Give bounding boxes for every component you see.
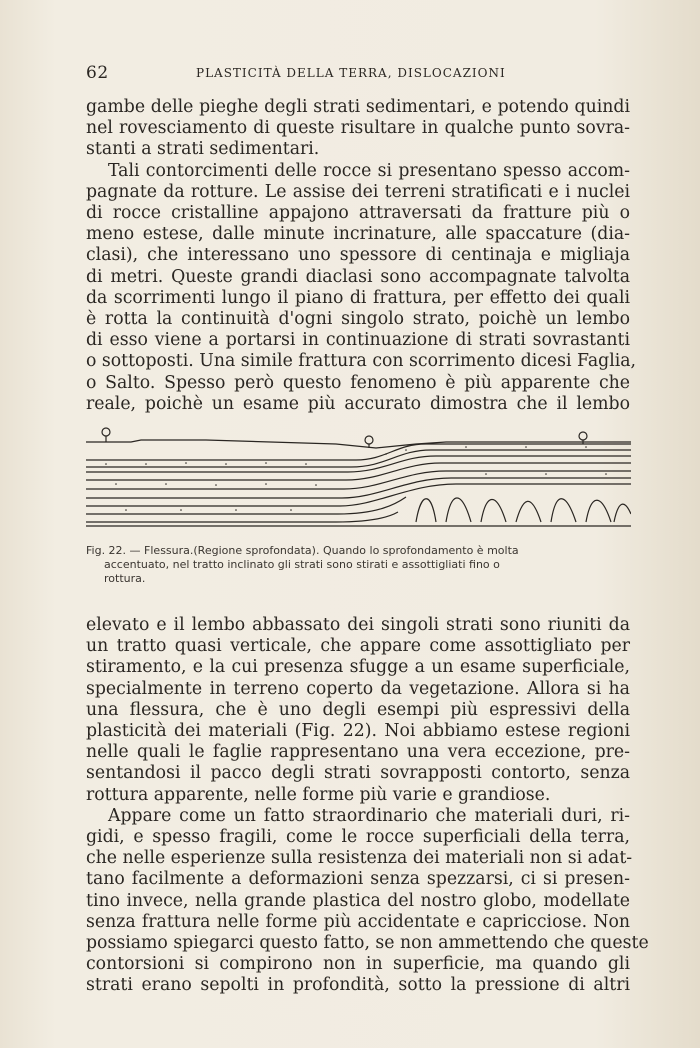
text-block-bottom	[86, 615, 649, 997]
page-number: 62	[86, 63, 109, 83]
text-line: nel rovesciamento di queste risultare in qualche punto sovra-	[86, 118, 630, 139]
text-line: elevato e il lembo abbassato dei singoli strati sono riuniti da	[86, 615, 630, 635]
text-line: di metri. Queste grandi diaclasi sono accompagnate talvolta	[86, 266, 630, 287]
text-line: gidi, e spesso fragili, come le rocce superficiali della terra,	[86, 827, 630, 848]
text-line: una flessura, che è uno degli esempi più espressivi della	[86, 699, 630, 720]
page-header	[86, 63, 630, 85]
text-line: meno estese, dalle minute incrinature, alle spaccature (dia-	[86, 224, 630, 245]
text-line: strati erano sepolti in profondità, sotto la pressione di altri	[86, 975, 630, 996]
text-line: stanti a strati sedimentari.	[86, 139, 320, 160]
text-line: da scorrimenti lungo il piano di frattura, per effetto dei quali	[86, 287, 630, 308]
stratum-line	[86, 456, 631, 472]
text-line: Appare come un fatto straordinario che materiali duri, ri-	[108, 805, 630, 826]
text-line: tino invece, nella grande plastica del nostro globo, modellate	[86, 890, 630, 911]
text-line: senza frattura nelle forme più accidentate e capricciose. Non	[86, 911, 630, 932]
text-line: gambe delle pieghe degli strati sedimentari, e potendo quindi	[86, 97, 630, 117]
caption-line: rottura.	[104, 572, 146, 585]
running-head: PLASTICITÀ DELLA TERRA, DISLOCAZIONI	[196, 66, 506, 80]
text-block-top	[86, 97, 637, 415]
text-line: Tali contorcimenti delle rocce si presentano spesso accom-	[108, 160, 630, 181]
text-line: plasticità dei materiali (Fig. 22). Noi abbiamo estese regioni	[86, 721, 630, 742]
text-line: possiamo spiegarci questo fatto, se non ammettendo che queste	[86, 933, 649, 954]
text-line: che nelle esperienze sulla resistenza dei materiali non si adat-	[86, 848, 633, 869]
text-line: o sottoposti. Una simile frattura con scorrimento dicesi Faglia,	[86, 351, 637, 372]
text-line: è rotta la continuità d'ogni singolo strato, poichè un lembo	[86, 309, 630, 330]
text-line: di rocce cristalline appajono attraversati da fratture più o	[86, 203, 630, 224]
folded-strata	[416, 498, 631, 522]
text-line: un tratto quasi verticale, che appare come assottigliato per	[86, 636, 630, 657]
tree-symbol	[102, 428, 110, 442]
text-line: specialmente in terreno coperto da vegetazione. Allora si ha	[86, 678, 630, 699]
text-line: pagnate da rotture. Le assise dei terreni stratificati e i nuclei	[86, 181, 630, 202]
text-line: tano facilmente a deformazioni senza spezzarsi, ci si presen-	[86, 869, 630, 890]
text-line: reale, poichè un esame più accurato dimostra che il lembo	[86, 393, 630, 414]
text-line: di esso viene a portarsi in continuazione di strati sovrastanti	[86, 330, 630, 351]
text-line: contorsioni si compirono non in superficie, ma quando gli	[86, 954, 630, 975]
stratum-line	[86, 450, 631, 467]
text-line: sentandosi il pacco degli strati sovrapposti contorto, senza	[86, 763, 630, 784]
caption-line: accentuato, nel tratto inclinato gli strati sono stirati e assottigliati fino o	[104, 558, 500, 571]
caption-line: Fig. 22. — Flessura.(Regione sprofondata). Quando lo sprofondamento è molta	[86, 544, 519, 557]
text-line: rottura apparente, nelle forme più varie e grandiose.	[86, 784, 551, 805]
text-line: o Salto. Spesso però questo fenomeno è più apparente che	[86, 372, 630, 393]
stratum-line	[86, 484, 631, 506]
tree-symbol	[365, 436, 373, 448]
figure-caption	[86, 544, 630, 586]
text-line: stiramento, e la cui presenza sfugge a un esame superficiale,	[86, 657, 630, 678]
flexure-diagram	[86, 422, 631, 542]
text-line: nelle quali le faglie rappresentano una vera eccezione, pre-	[86, 742, 630, 763]
text-line: clasi), che interessano uno spessore di centinaja e migliaja	[86, 245, 630, 266]
